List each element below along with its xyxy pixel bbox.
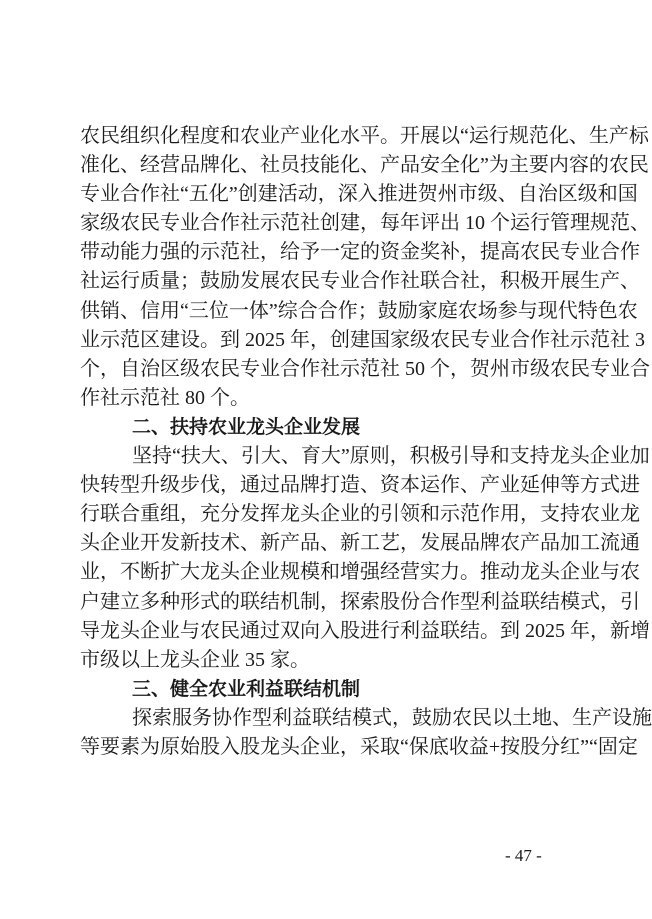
text-line: 带动能力强的示范社，给予一定的资金奖补，提高农民专业合作 [80, 241, 640, 264]
text-line: 等要素为原始股入股龙头企业，采取“保底收益+按股分红”“固定 [80, 735, 638, 758]
paragraph-benefit-linkage [80, 704, 652, 762]
text-line: 导龙头企业与农民通过双向入股进行利益联结。到 2025 年，新增 [80, 619, 650, 642]
text-line: 户建立多种形式的联结机制，探索股份合作型利益联结模式，引 [80, 590, 640, 613]
text-line: 市级以上龙头企业 35 家。 [80, 648, 310, 671]
document-body [80, 122, 652, 762]
text-line: 行联合重组，充分发挥龙头企业的引领和示范作用，支持农业龙 [80, 503, 640, 526]
text-line: 业，不断扩大龙头企业规模和增强经营实力。推动龙头企业与农 [80, 561, 640, 584]
text-line: 业示范区建设。到 2025 年，创建国家级农民专业合作社示范社 3 [80, 328, 645, 351]
text-line: 准化、经营品牌化、社员技能化、产品安全化”为主要内容的农民 [80, 154, 649, 177]
text-line: 探索服务协作型利益联结模式，鼓励农民以土地、生产设施 [132, 706, 652, 729]
section-heading: 三、健全农业利益联结机制 [132, 677, 361, 700]
page-number: - 47 - [505, 846, 542, 865]
text-line: 快转型升级步伐，通过品牌打造、资本运作、产业延伸等方式进 [80, 474, 640, 497]
text-line: 头企业开发新技术、新产品、新工艺，发展品牌农产品加工流通 [80, 532, 640, 555]
text-line: 供销、信用“三位一体”综合合作；鼓励家庭农场参与现代特色农 [80, 299, 638, 322]
text-line: 社运行质量；鼓励发展农民专业合作社联合社，积极开展生产、 [80, 270, 640, 293]
text-line: 坚持“扶大、引大、育大”原则，积极引导和支持龙头企业加 [132, 445, 650, 468]
paragraph-leading-enterprises [80, 442, 650, 675]
text-line: 专业合作社“五化”创建活动，深入推进贺州市级、自治区级和国 [80, 183, 638, 206]
paragraph-cooperatives [80, 122, 650, 413]
text-line: 农民组织化程度和农业产业化水平。开展以“运行规范化、生产标 [80, 125, 649, 147]
text-line: 个，自治区级农民专业合作社示范社 50 个，贺州市级农民专业合 [80, 357, 650, 380]
section-heading: 二、扶持农业龙头企业发展 [132, 415, 361, 438]
text-line: 作社示范社 80 个。 [80, 386, 250, 409]
text-line: 家级农民专业合作社示范社创建，每年评出 10 个运行管理规范、 [80, 212, 650, 235]
